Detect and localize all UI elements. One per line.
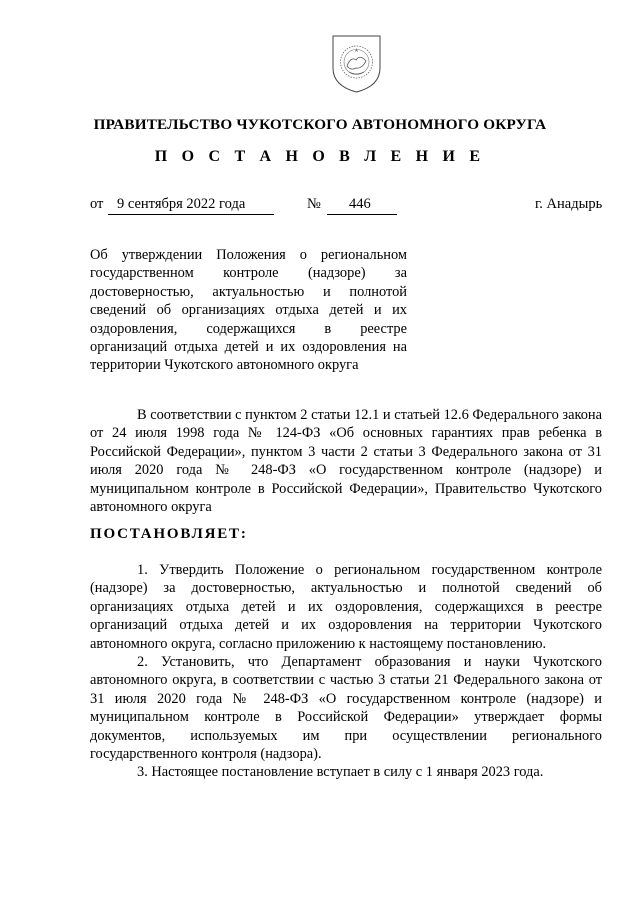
date-prefix: от — [90, 196, 104, 212]
government-title: ПРАВИТЕЛЬСТВО ЧУКОТСКОГО АВТОНОМНОГО ОКРУГА — [93, 116, 547, 133]
preamble — [90, 406, 602, 516]
coat-of-arms-emblem — [329, 34, 384, 94]
number-sign: № — [307, 196, 321, 212]
document-subject: Об утверждении Положения о региональном государственном контроле (надзоре) за достоверностью, актуальностью и полнотой сведений об организациях отдыха детей и их оздоровления, содержащихся в реестре организаций отдыха детей и их оздоровления на территории Чукотского автономного округа — [90, 247, 407, 374]
date-field — [108, 196, 274, 216]
number-value: 446 — [349, 196, 371, 212]
resolution-item-3: 3. Настоящее постановление вступает в силу с 1 января 2023 года. — [137, 764, 544, 781]
resolves-heading: ПОСТАНОВЛЯЕТ: — [90, 526, 248, 542]
resolution-item-1: 1. Утвердить Положение о региональном государственном контроле (надзоре) за достоверностью, актуальностью и полнотой сведений об организациях отдыха детей и их оздоровления, содержащихся в реестре организаций отдыха детей и их оздоровления на территории Чукотского автономного округа, согласно приложению к настоящему постановлению. — [90, 562, 602, 652]
document-type-title: П О С Т А Н О В Л Е Н И Е — [154, 148, 486, 165]
number-field — [327, 196, 397, 216]
city: г. Анадырь — [535, 196, 603, 212]
resolution-item-2: 2. Установить, что Департамент образования и науки Чукотского автономного округа, в соответствии с частью 3 статьи 21 Федерального закона от 31 июля 2020 года № 248-ФЗ «О государственном контроле (надзоре) и муниципальном контроле в Российской Федерации» утверждает формы документов, используемых им при осуществлении регионального государственного контроля (надзора). — [90, 654, 602, 763]
preamble-paragraph: В соответствии с пунктом 2 статьи 12.1 и статьей 12.6 Федерального закона от 24 июля 1998 года № 124-ФЗ «Об основных гарантиях прав ребенка в Российской Федерации», пунктом 3 части 2 статьи 3 Федерального закона от 31 июля 2020 года № 248-ФЗ «О государственном контроле (надзоре) и муниципальном контроле в Российской Федерации», Правительство Чукотского автономного округа — [90, 407, 602, 516]
date-value: 9 сентября 2022 года — [117, 196, 246, 212]
resolution-items — [90, 561, 602, 782]
